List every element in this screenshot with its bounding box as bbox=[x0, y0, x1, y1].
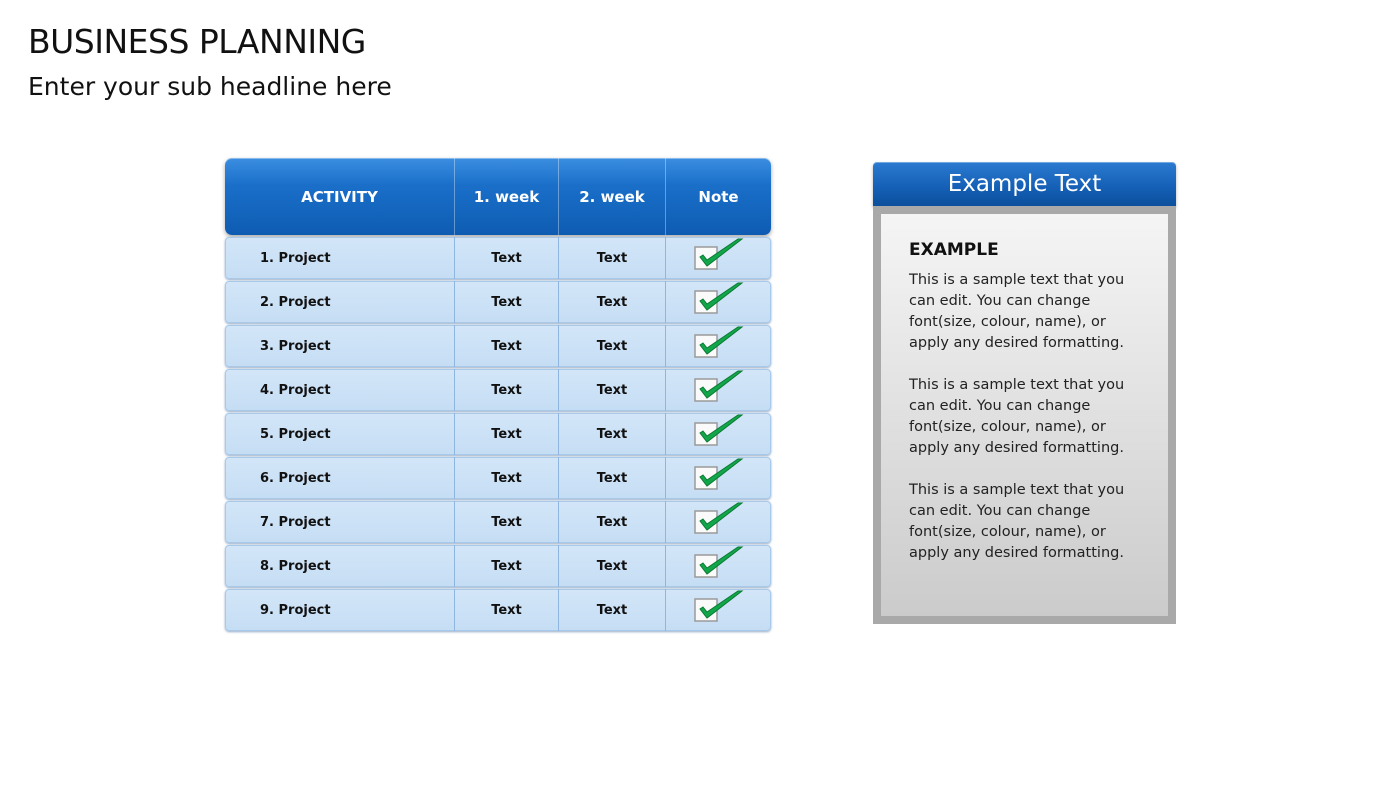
table-row bbox=[225, 589, 771, 631]
example-panel bbox=[873, 162, 1176, 624]
activity-cell: 7. Project bbox=[260, 514, 331, 530]
checkmark-icon bbox=[694, 325, 744, 361]
activity-cell: 6. Project bbox=[260, 470, 331, 486]
header-week-2: 2. week bbox=[558, 158, 665, 235]
table-body bbox=[225, 237, 771, 631]
note-cell bbox=[665, 501, 771, 543]
activity-cell: 8. Project bbox=[260, 558, 331, 574]
week-2-cell: Text bbox=[558, 413, 665, 455]
week-2-cell: Text bbox=[558, 589, 665, 631]
checkmark-icon bbox=[694, 413, 744, 449]
week-1-cell: Text bbox=[454, 545, 558, 587]
week-1-cell: Text bbox=[454, 325, 558, 367]
note-cell bbox=[665, 281, 771, 323]
table-row bbox=[225, 325, 771, 367]
header-activity: ACTIVITY bbox=[301, 187, 378, 206]
table-row bbox=[225, 501, 771, 543]
note-cell bbox=[665, 325, 771, 367]
header-week-1: 1. week bbox=[454, 158, 558, 235]
activity-cell: 3. Project bbox=[260, 338, 331, 354]
week-1-cell: Text bbox=[454, 589, 558, 631]
table-row bbox=[225, 413, 771, 455]
table-row bbox=[225, 457, 771, 499]
note-cell bbox=[665, 237, 771, 279]
week-1-cell: Text bbox=[454, 281, 558, 323]
note-cell bbox=[665, 589, 771, 631]
slide-title: BUSINESS PLANNING bbox=[28, 22, 366, 61]
week-2-cell: Text bbox=[558, 545, 665, 587]
week-1-cell: Text bbox=[454, 457, 558, 499]
note-cell bbox=[665, 545, 771, 587]
activity-cell: 1. Project bbox=[260, 250, 331, 266]
panel-paragraph: This is a sample text that you can edit. You can change font(size, colour, name), or apply any desired formatting. bbox=[909, 482, 1125, 561]
activity-cell: 4. Project bbox=[260, 382, 331, 398]
checkmark-icon bbox=[694, 545, 744, 581]
note-cell bbox=[665, 413, 771, 455]
table-row bbox=[225, 237, 771, 279]
activity-cell: 2. Project bbox=[260, 294, 331, 310]
planning-table bbox=[225, 158, 771, 631]
week-2-cell: Text bbox=[558, 281, 665, 323]
week-2-cell: Text bbox=[558, 369, 665, 411]
note-cell bbox=[665, 457, 771, 499]
week-1-cell: Text bbox=[454, 237, 558, 279]
panel-title: Example Text bbox=[873, 162, 1176, 206]
slide-subtitle: Enter your sub headline here bbox=[28, 72, 392, 101]
week-2-cell: Text bbox=[558, 325, 665, 367]
table-row bbox=[225, 281, 771, 323]
checkmark-icon bbox=[694, 237, 744, 273]
week-2-cell: Text bbox=[558, 457, 665, 499]
week-1-cell: Text bbox=[454, 413, 558, 455]
checkmark-icon bbox=[694, 369, 744, 405]
header-note: Note bbox=[665, 158, 771, 235]
week-1-cell: Text bbox=[454, 501, 558, 543]
activity-cell: 5. Project bbox=[260, 426, 331, 442]
table-row bbox=[225, 545, 771, 587]
checkmark-icon bbox=[694, 589, 744, 625]
checkmark-icon bbox=[694, 281, 744, 317]
note-cell bbox=[665, 369, 771, 411]
checkmark-icon bbox=[694, 501, 744, 537]
panel-paragraph: This is a sample text that you can edit. You can change font(size, colour, name), or apply any desired formatting. bbox=[909, 377, 1125, 456]
panel-body bbox=[873, 206, 1176, 624]
checkmark-icon bbox=[694, 457, 744, 493]
table-header bbox=[225, 158, 771, 235]
panel-heading: EXAMPLE bbox=[909, 240, 999, 260]
week-2-cell: Text bbox=[558, 237, 665, 279]
week-1-cell: Text bbox=[454, 369, 558, 411]
panel-paragraph: This is a sample text that you can edit. You can change font(size, colour, name), or apply any desired formatting. bbox=[909, 272, 1125, 351]
activity-cell: 9. Project bbox=[260, 602, 331, 618]
panel-content bbox=[881, 214, 1168, 616]
table-row bbox=[225, 369, 771, 411]
week-2-cell: Text bbox=[558, 501, 665, 543]
